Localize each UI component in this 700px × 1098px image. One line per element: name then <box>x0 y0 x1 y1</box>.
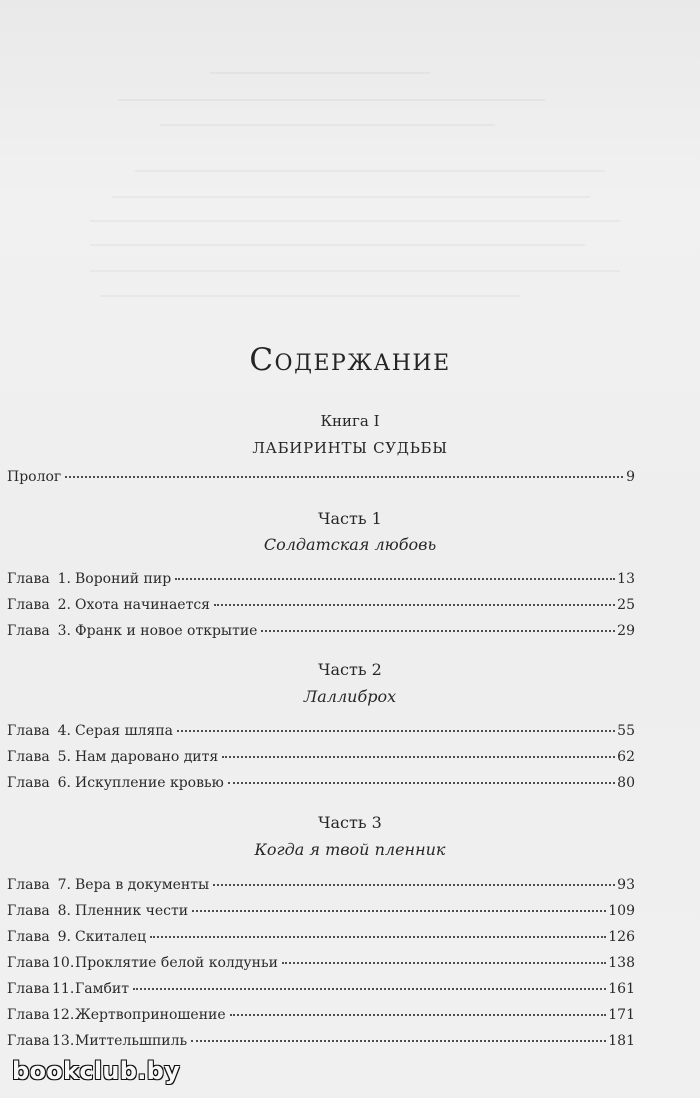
toc-page-number: 13 <box>617 571 635 587</box>
toc-page-number: 62 <box>617 749 635 765</box>
part-title: Лаллиброх <box>303 687 397 706</box>
chapter-prefix: Глава <box>7 571 50 587</box>
toc-page-number: 25 <box>617 597 635 613</box>
chapter-title: Вера в документы <box>75 877 210 893</box>
show-through-line <box>135 170 605 172</box>
chapter-prefix: Глава <box>7 929 50 945</box>
toc-page-number: 29 <box>617 623 635 639</box>
book-title: ЛАБИРИНТЫ СУДЬБЫ <box>252 439 448 457</box>
toc-row <box>7 774 635 792</box>
toc-page-number: 138 <box>608 955 635 971</box>
toc-row <box>7 570 635 588</box>
chapter-title: Искупление кровью <box>75 775 224 791</box>
toc-row <box>7 954 635 972</box>
part-label: Часть 3 <box>318 813 382 832</box>
chapter-prefix: Глава <box>7 749 50 765</box>
chapter-number: 10. <box>52 955 75 971</box>
dot-leader <box>228 782 615 784</box>
chapter-number: 11. <box>52 981 75 997</box>
chapter-number: 6. <box>57 775 71 791</box>
dot-leader <box>150 936 606 938</box>
chapter-prefix: Глава <box>7 775 50 791</box>
show-through-line <box>210 72 430 74</box>
dot-leader <box>133 988 606 990</box>
dot-leader <box>192 910 606 912</box>
chapter-number: 8. <box>57 903 71 919</box>
show-through-line <box>90 270 620 272</box>
show-through-line <box>118 99 545 101</box>
toc-row <box>7 596 635 614</box>
chapter-number: 12. <box>52 1007 75 1023</box>
chapter-prefix: Глава <box>7 723 50 739</box>
dot-leader <box>177 730 615 732</box>
chapter-title: Миттельшпиль <box>75 1033 188 1049</box>
toc-page-number: 93 <box>617 877 635 893</box>
toc-page-number: 9 <box>626 469 635 485</box>
dot-leader <box>230 1014 607 1016</box>
part-title: Когда я твой пленник <box>254 840 446 859</box>
toc-row <box>7 876 635 894</box>
toc-page-number: 126 <box>608 929 635 945</box>
show-through-line <box>90 244 585 246</box>
dot-leader <box>261 630 615 632</box>
show-through-line <box>90 220 620 222</box>
toc-page-number: 171 <box>608 1007 635 1023</box>
chapter-title: Серая шляпа <box>75 723 174 739</box>
toc-row <box>7 1006 635 1024</box>
toc-row-prologue <box>7 468 635 486</box>
toc-row <box>7 722 635 740</box>
chapter-title: Жертвоприношение <box>75 1007 226 1023</box>
toc-page-number: 161 <box>608 981 635 997</box>
part-label: Часть 1 <box>318 509 382 528</box>
chapter-number: 1. <box>57 571 71 587</box>
chapter-prefix: Глава <box>7 955 50 971</box>
show-through-line <box>100 295 520 297</box>
dot-leader <box>213 884 615 886</box>
part-label: Часть 2 <box>318 660 382 679</box>
chapter-title: Проклятие белой колдуньи <box>75 955 278 971</box>
chapter-title: Охота начинается <box>75 597 210 613</box>
dot-leader <box>65 476 623 478</box>
toc-title: Пролог <box>7 469 62 485</box>
toc-row <box>7 928 635 946</box>
chapter-title: Нам даровано дитя <box>75 749 219 765</box>
chapter-number: 2. <box>57 597 71 613</box>
toc-row <box>7 902 635 920</box>
chapter-title: Пленник чести <box>75 903 189 919</box>
chapter-prefix: Глава <box>7 1033 50 1049</box>
book-label: Книга I <box>320 412 380 430</box>
watermark: bookclub.by <box>12 1057 181 1085</box>
chapter-title: Гамбит <box>75 981 130 997</box>
toc-page-number: 181 <box>608 1033 635 1049</box>
chapter-prefix: Глава <box>7 903 50 919</box>
chapter-prefix: Глава <box>7 1007 50 1023</box>
chapter-number: 7. <box>57 877 71 893</box>
toc-row <box>7 622 635 640</box>
chapter-prefix: Глава <box>7 597 50 613</box>
chapter-prefix: Глава <box>7 981 50 997</box>
toc-page-number: 80 <box>617 775 635 791</box>
dot-leader <box>222 756 615 758</box>
chapter-number: 13. <box>52 1033 75 1049</box>
page-title: Содержание <box>249 342 451 378</box>
toc-row <box>7 748 635 766</box>
toc-row <box>7 980 635 998</box>
toc-page-number: 55 <box>617 723 635 739</box>
chapter-title: Франк и новое открытие <box>75 623 258 639</box>
chapter-number: 9. <box>57 929 71 945</box>
chapter-prefix: Глава <box>7 877 50 893</box>
toc-page-number: 109 <box>608 903 635 919</box>
dot-leader <box>175 578 615 580</box>
dot-leader <box>214 604 615 606</box>
show-through-line <box>112 196 590 198</box>
chapter-number: 3. <box>57 623 71 639</box>
chapter-number: 5. <box>57 749 71 765</box>
show-through-line <box>160 124 495 126</box>
dot-leader <box>282 962 606 964</box>
chapter-title: Вороний пир <box>75 571 172 587</box>
chapter-prefix: Глава <box>7 623 50 639</box>
toc-row <box>7 1032 635 1050</box>
chapter-title: Скиталец <box>75 929 147 945</box>
dot-leader <box>191 1040 606 1042</box>
chapter-number: 4. <box>57 723 71 739</box>
part-title: Солдатская любовь <box>263 535 437 554</box>
